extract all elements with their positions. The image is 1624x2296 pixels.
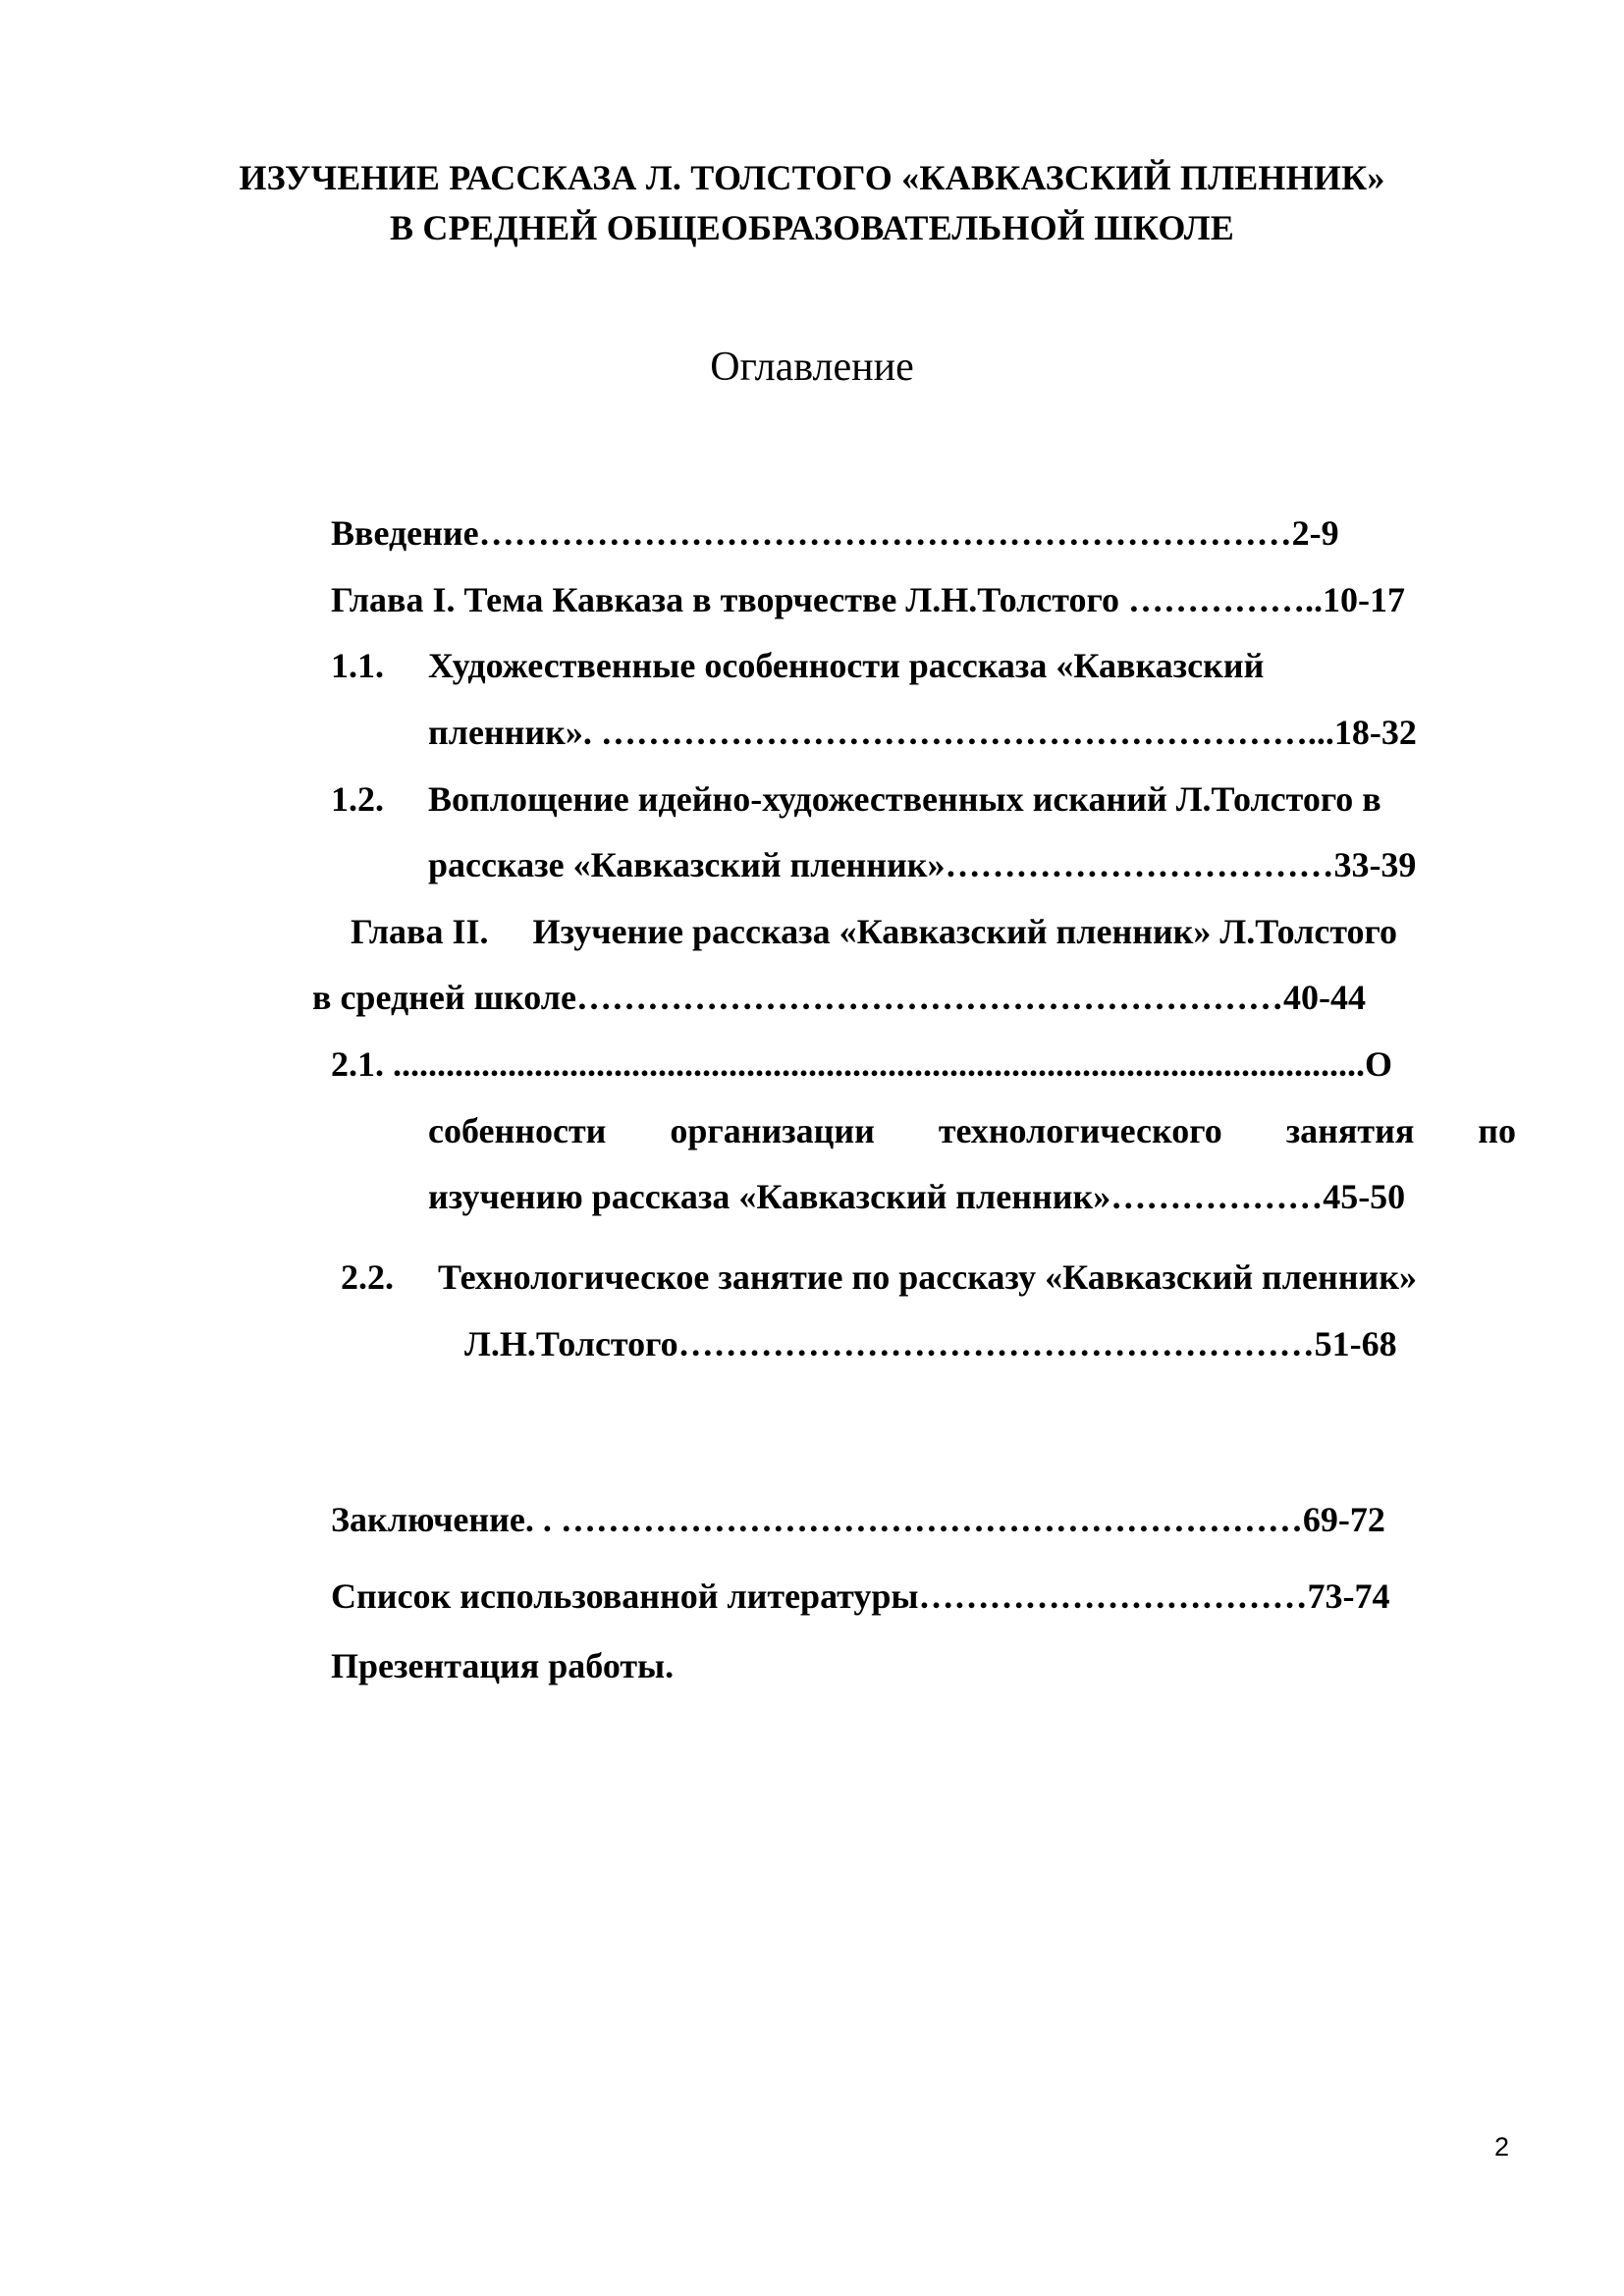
toc-entry-presentation: Презентация работы. [331, 1646, 675, 1685]
toc-entry-1-2-number: 1.2. [331, 779, 384, 819]
toc-heading: Оглавление [710, 345, 914, 390]
page-number: 2 [1493, 2132, 1509, 2162]
toc-entry-1-2-line-1: Воплощение идейно-художественных исканий Л.Толстого в [428, 779, 1381, 819]
toc-entry-1-1-number: 1.1. [331, 646, 384, 685]
toc-entry-1-1-line-2: пленник». ……………………………………………………...18-32 [428, 713, 1417, 752]
toc-entry-2-2-number: 2.2. [341, 1257, 394, 1297]
toc-entry-2-1-line-2: собенности организации технологического занятия по [428, 1111, 1516, 1150]
toc-entry-1-1-line-1: Художественные особенности рассказа «Кавказский [428, 646, 1265, 685]
toc-entry-chapter-1: Глава I. Тема Кавказа в творчестве Л.Н.Толстого ……………..10-17 [331, 580, 1405, 619]
toc-entry-1-2-line-2: рассказе «Кавказский пленник»……………………………33-39 [428, 845, 1417, 884]
toc-entry-conclusion: Заключение. . ………………………………………………………69-72 [331, 1500, 1385, 1539]
toc-entry-2-2-line-2: Л.Н.Толстого………………………………………………51-68 [464, 1324, 1397, 1363]
toc-entry-2-1-line-1: 2.1. ..............................................................................................................О [331, 1044, 1393, 1084]
document-title-line-2: В СРЕДНЕЙ ОБЩЕОБРАЗОВАТЕЛЬНОЙ ШКОЛЕ [390, 208, 1234, 247]
toc-entry-2-1-line-3: изучению рассказа «Кавказский пленник»………………45-50 [428, 1177, 1406, 1216]
toc-entry-references: Список использованной литературы……………………………73-74 [331, 1576, 1390, 1616]
toc-entry-introduction: Введение……………………………………………………………2-9 [331, 513, 1339, 553]
toc-entry-2-2-line-1: Технологическое занятие по рассказу «Кавказский пленник» [438, 1257, 1417, 1297]
toc-entry-chapter-2-line-2: в средней школе……………………………………………………40-44 [312, 978, 1366, 1017]
toc-entry-chapter-2-line-1: Глава II. Изучение рассказа «Кавказский пленник» Л.Толстого [351, 912, 1398, 951]
document-title-line-1: ИЗУЧЕНИЕ РАССКАЗА Л. ТОЛСТОГО «КАВКАЗСКИЙ ПЛЕННИК» [239, 158, 1385, 197]
